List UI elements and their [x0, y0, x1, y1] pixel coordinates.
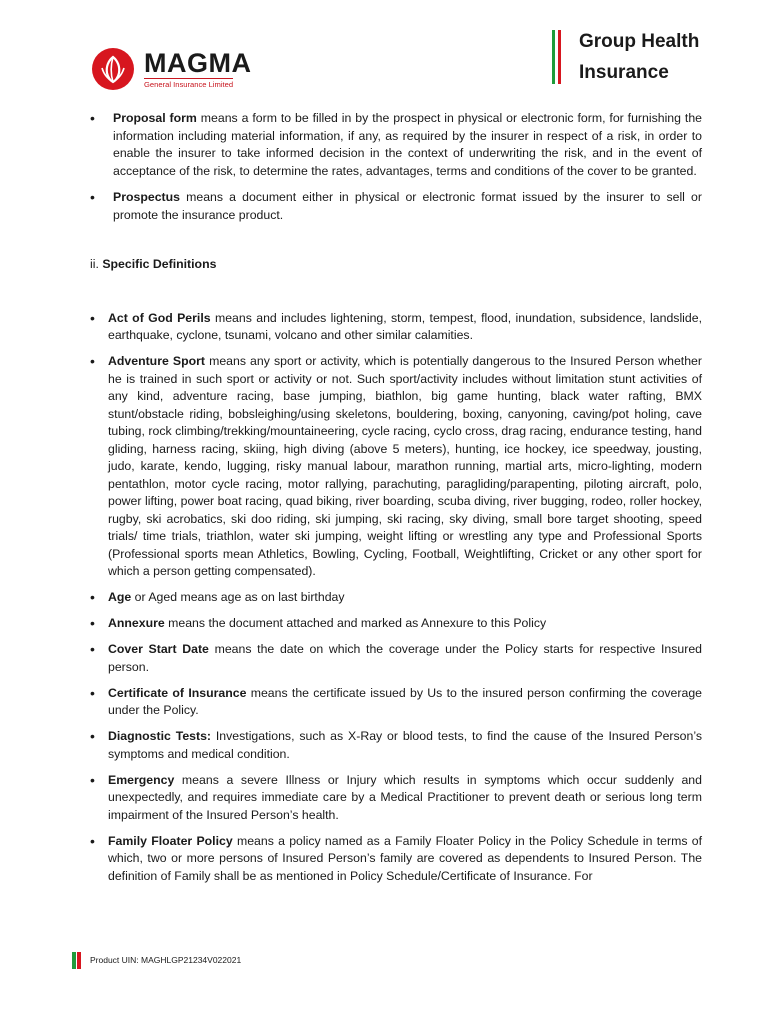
title-green-bar	[552, 30, 555, 84]
definition-text: means the certificate issued by Us to the insured person confirming the coverage under the Policy.	[108, 685, 703, 717]
definition-text: means the date on which the coverage under the Policy starts for respective Insured person.	[108, 642, 702, 674]
footer-green-bar	[72, 952, 76, 969]
definition-text: means a severe Illness or Injury which results in symptoms which occur suddenly and unexpectedly, and requires immediate care by a Medical Practitioner to prevent death or serious long term impairment of the Insured Person’s health.	[108, 772, 702, 822]
specific-definitions-list	[90, 310, 702, 886]
definition-item	[90, 728, 702, 763]
section-title: Specific Definitions	[102, 257, 217, 271]
definition-item	[90, 353, 702, 581]
definition-term: Proposal form	[113, 111, 197, 125]
definition-item	[90, 641, 702, 676]
definition-text: means and includes lightening, storm, tempest, flood, inundation, subsidence, landslide, earthquake, cyclone, tsunami, volcano and other similar calamities.	[108, 310, 703, 342]
definition-item	[90, 189, 702, 224]
definition-item	[90, 685, 702, 720]
title-line-2: Insurance	[579, 62, 669, 83]
definition-term: Annexure	[108, 616, 165, 630]
definition-item	[90, 615, 702, 633]
definition-text: means a policy named as a Family Floater Policy in the Policy Schedule in terms of which, two or more persons of Insured Person’s family are covered as dependents to Insured Person. The definition of Family shall be as mentioned in Policy Schedule/Certificate of Insurance. For	[108, 833, 703, 883]
definition-term: Emergency	[108, 772, 175, 787]
definition-term: Diagnostic Tests:	[108, 729, 212, 743]
definition-item	[90, 589, 702, 607]
definition-term: Prospectus	[113, 190, 180, 204]
section-heading	[90, 256, 702, 274]
definition-text: or Aged means age as on last birthday	[131, 590, 345, 604]
definition-term: Adventure Sport	[108, 354, 205, 368]
definition-text: Investigations, such as X-Ray or blood tests, to find the cause of the Insured Person’s symptoms and medical condition.	[108, 729, 702, 761]
definition-item	[90, 110, 702, 180]
definition-text: means any sport or activity, which is potentially dangerous to the Insured Person whether he is trained in such sport or activity or not. Such sport/activity includes without limitation stunt activities of any kind, adventure racing, base jumping, biathlon, big game hunting, black water rafting, BMX stunt/obstacle riding, bobsleighing/using skeletons, bouldering, boxing, canyoning, caving/pot holing, cave tubing, rock climbing/trekking/mountaineering, cycle racing, cyclo cross, drag racing, endurance testing, hand gliding, harness racing, skiing, high diving (above 5 meters), hunting, ice hockey, ice speedway, jousting, judo, karate, kendo, lugging, risky manual labour, marathon running, martial arts, micro-lighting, modern pentathlon, motor cycle racing, motor rallying, parachuting, paragliding/parapenting, piloting aircraft, polo, power lifting, power boat racing, quad biking, river boarding, scuba diving, river bugging, rodeo, roller hockey, rugby, ski acrobatics, ski doo riding, ski jumping, ski racing, sky diving, small bore target shooting, speed trials/ time trials, triathlon, water ski jumping, weight lifting or wrestling any type and Professional Sports (Professional sports mean Athletics, Bowling, Cycling, Football, Weightlifting, Cricket or any other sport for which a person getting compensated).	[108, 354, 702, 578]
footer-red-bar	[77, 952, 81, 969]
magma-emblem-icon	[92, 48, 134, 90]
document-body	[90, 110, 702, 894]
definition-item	[90, 833, 702, 886]
definition-item	[90, 310, 702, 345]
title-red-bar	[558, 30, 561, 84]
definition-text: means a form to be filled in by the prospect in physical or electronic form, for furnishing the information including material information, if any, as required by the insurer in respect of a risk, in order to enable the insurer to take informed decision in the context of underwriting the risk, and in the event of acceptance of the risk, to determine the rates, advantages, terms and conditions of the cover to be granted.	[113, 111, 702, 178]
definition-term: Family Floater Policy	[108, 833, 233, 848]
general-definitions-list	[90, 110, 702, 224]
definition-term: Age	[108, 590, 132, 604]
definition-text: means a document either in physical or electronic format issued by the insurer to sell or promote the insurance product.	[113, 190, 702, 222]
logo-brand-name: MAGMA	[144, 48, 252, 78]
definition-text: means the document attached and marked as Annexure to this Policy	[164, 616, 547, 630]
definition-term: Cover Start Date	[108, 642, 209, 656]
definition-item	[90, 772, 702, 825]
section-number: ii.	[90, 257, 103, 271]
title-line-1: Group Health	[579, 31, 700, 52]
definition-term: Act of God Perils	[108, 310, 211, 325]
product-uin: Product UIN: MAGHLGP21234V022021	[90, 955, 242, 965]
logo-subtitle: General Insurance Limited	[144, 80, 234, 89]
company-logo	[92, 46, 257, 92]
definition-term: Certificate of Insurance	[108, 685, 247, 700]
